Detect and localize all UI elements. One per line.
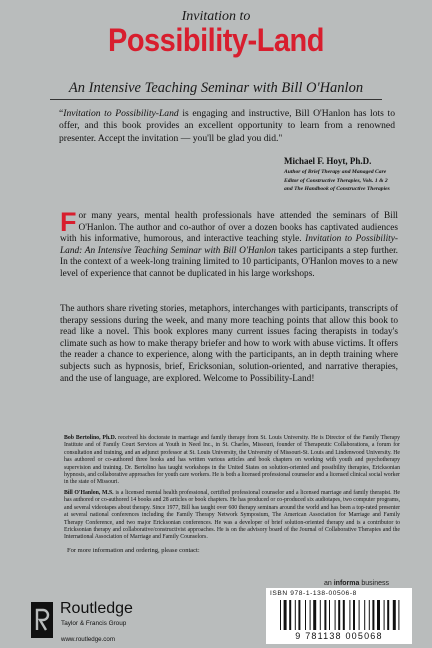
subtitle-rule — [50, 99, 382, 100]
routledge-logo-icon — [31, 602, 53, 638]
endorsement-quote — [59, 108, 395, 145]
quote-open-mark: “ — [59, 108, 64, 119]
quote-credits — [284, 168, 432, 194]
description-paragraph-1 — [60, 207, 398, 281]
informa-prefix: an — [324, 580, 334, 587]
pre-title: Invitation to — [181, 9, 251, 24]
credit-line: and The Handbook of Constructive Therapies — [284, 186, 390, 193]
para1-italic-title: Invitation to Possibility-Land: An Intensive Teaching Seminar with Bill O'Hanlon — [60, 234, 398, 256]
barcode-digits: 9 781138 005068 — [295, 631, 383, 641]
informa-word: informa — [333, 580, 360, 587]
bio-text: received his doctorate in marriage and family therapy from St. Louis University. He is Director of the Family Therapy Institute and of Family Court Services at Youth in Need Inc., in St. Charles, Missouri, founder of Therapeutic Collaborations, a forum for consultation and training, and an adjunct professor at St. Louis University, the University of Missouri-St. Louis and Lindenwood University. He has authored or co-authored three books and has written various articles and book chapters on working with youth and psychotherapy supervision and training. Dr. Bertolino has taught workshops in the United States on solution-oriented and possibility therapies, Ericksonian hypnosis, and collaborative approaches for youth care workers. He is both a licensed professional counselor and a licensed clinical social worker in the state of Missouri. — [64, 435, 400, 486]
publisher-url[interactable]: www.routledge.com — [61, 636, 115, 643]
quote-author: Michael F. Hoyt, Ph.D. — [284, 156, 372, 166]
isbn-label: ISBN 978-1-138-00506-8 — [270, 590, 357, 597]
bio-text: is a licensed mental health professional, certified professional counselor and a licensed marriage and family therapist. He has authored or co-authored 14 books and 28 articles or book chapters. He has produced or co-produced six audiotapes, two computer programs, and several videotapes about therapy. Since 1977, Bill has taught over 600 therapy seminars around the world and has been a top-rated presenter at several national conferences including the Family Therapy Network Symposium, The American Association for Marriage and Family Therapy Conference, and two major Ericksonian conferences. He was a developer of brief solution-oriented therapy and is a contributor to Ericksonian therapy and collaborative/constructivist approaches. He is on the advisory board of the Journal of Collaborative Therapies and the International Association of Marriage and Family Counselors. — [64, 490, 400, 541]
drop-cap: F — [60, 207, 77, 237]
book-title: Possibility-Land — [108, 23, 324, 59]
informa-tagline — [324, 580, 389, 587]
bio-name: Bob Bertolino, Ph.D. — [64, 435, 117, 441]
order-note: For more information and ordering, please contact: — [67, 547, 200, 554]
author-bio-bertolino — [64, 435, 400, 487]
para1-text-b: takes participants a step further. In the context of a week-long training limited to 10 participants, O'Hanlon moves to a new level of experience that cannot be duplicated in his large workshops. — [60, 245, 398, 279]
publisher-name: Routledge — [60, 600, 133, 617]
bio-name: Bill O'Hanlon, M.S. — [64, 490, 114, 496]
credit-line: Editor of Constructive Therapies, Vols. 1 & 2 — [284, 177, 388, 184]
informa-suffix: business — [359, 580, 389, 587]
credit-line: Author of Brief Therapy and Managed Care — [284, 169, 387, 175]
publisher-group: Taylor & Francis Group — [61, 620, 127, 627]
para1-text-a: or many years, mental health professionals have attended the seminars of Bill O'Hanlon. The author and co-author of over a dozen books has captivated audiences with his informative, humorous, and interactive teaching style. — [60, 211, 398, 245]
quote-book-title: Invitation to Possibility-Land — [63, 108, 179, 119]
book-subtitle: An Intensive Teaching Seminar with Bill O'Hanlon — [68, 80, 364, 96]
author-bio-ohanlon — [64, 490, 400, 542]
quote-text: is engaging and instructive, Bill O'Hanlon has lots to offer, and this book provides an excellent opportunity to learn from a renowned presenter. Accept the invitation — you'll be glad you did." — [59, 108, 395, 144]
barcode-bars — [280, 600, 400, 630]
description-paragraph-2: The authors share riveting stories, metaphors, interchanges with participants, transcripts of therapy sessions during the week, and many more teaching points that allow this book to read like a novel. This book explores many current issues facing therapists in today's climate such as how to make therapy briefer and how to work with abuse victims. It offers the reader a chance to experience, along with the participants, an in depth training where subjects such as hypnosis, brief, Ericksonian, solution-oriented, and narrative therapies, and the use of language, are explored. Welcome to Possibility-Land! — [60, 304, 398, 384]
cover-header — [0, 0, 432, 108]
barcode — [266, 588, 412, 644]
